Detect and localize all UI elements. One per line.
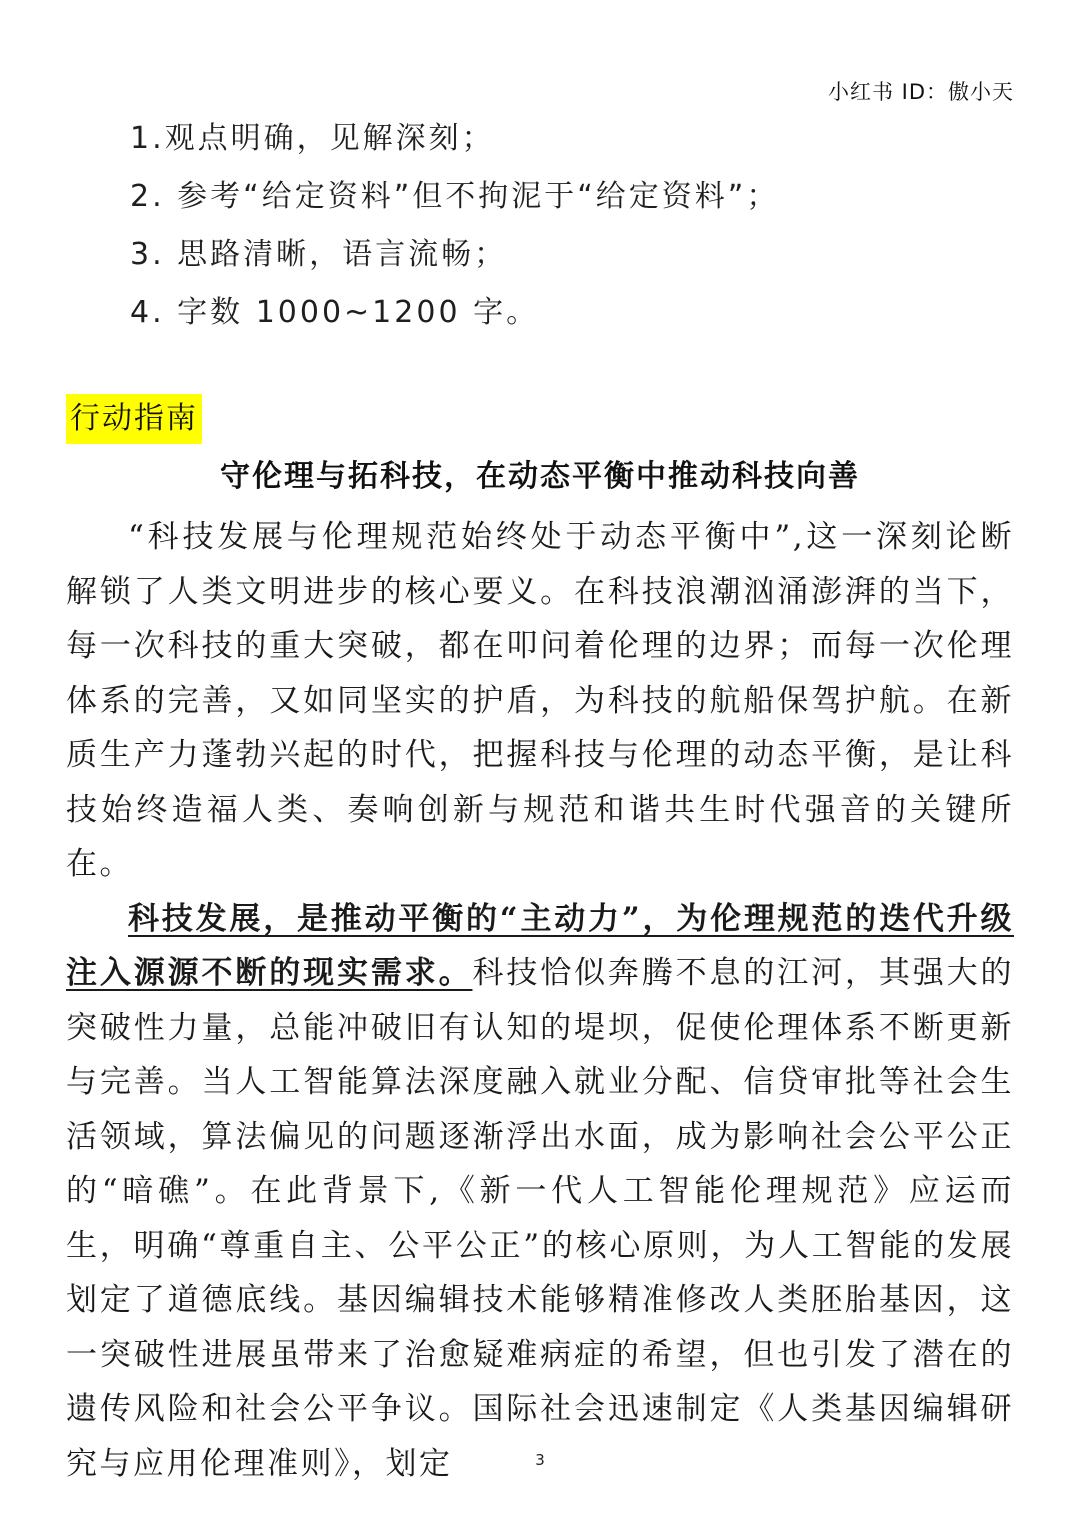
body-paragraph bbox=[66, 892, 1014, 1492]
requirement-item: 1.观点明确，见解深刻； bbox=[130, 121, 495, 156]
requirements-list bbox=[130, 110, 1030, 342]
page-number: 3 bbox=[535, 1451, 545, 1469]
requirement-item: 2. 参考“给定资料”但不拘泥于“给定资料”； bbox=[130, 179, 780, 214]
requirement-item: 3. 思路清晰，语言流畅； bbox=[130, 237, 508, 272]
section-tag-highlight: 行动指南 bbox=[66, 394, 202, 444]
essay-body bbox=[66, 510, 1014, 1491]
key-sentence: 科技发展，是推动平衡的“主动力”，为伦理规范的迭代升级注入源源不断的现实需求。 bbox=[66, 900, 1014, 991]
requirement-item: 4. 字数 1000~1200 字。 bbox=[130, 295, 540, 330]
body-paragraph-text: 科技恰似奔腾不息的江河，其强大的突破性力量，总能冲破旧有认知的堤坝，促使伦理体系不断更新与完善。当人工智能算法深度融入就业分配、信贷审批等社会生活领域，算法偏见的问题逐渐浮出水面，成为影响社会公平公正的“暗礁”。在此背景下,《新一代人工智能伦理规范》应运而生，明确“尊重自主、公平公正”的核心原则，为人工智能的发展划定了道德底线。基因编辑技术能够精准修改人类胚胎基因，这一突破性进展虽带来了治愈疑难病症的希望，但也引发了潜在的遗传风险和社会公平争议。国际社会迅速制定《人类基因编辑研究与应用伦理准则》，划定 bbox=[66, 955, 1015, 1482]
watermark-text: 小红书 ID：傲小天 bbox=[827, 80, 1014, 104]
essay-title: 守伦理与拓科技，在动态平衡中推动科技向善 bbox=[220, 459, 860, 494]
intro-paragraph: “科技发展与伦理规范始终处于动态平衡中”,这一深刻论断解锁了人类文明进步的核心要义。在科技浪潮汹涌澎湃的当下，每一次科技的重大突破，都在叩问着伦理的边界；而每一次伦理体系的完善，又如同坚实的护盾，为科技的航船保驾护航。在新质生产力蓬勃兴起的时代，把握科技与伦理的动态平衡，是让科技始终造福人类、奏响创新与规范和谐共生时代强音的关键所在。 bbox=[66, 519, 1014, 882]
